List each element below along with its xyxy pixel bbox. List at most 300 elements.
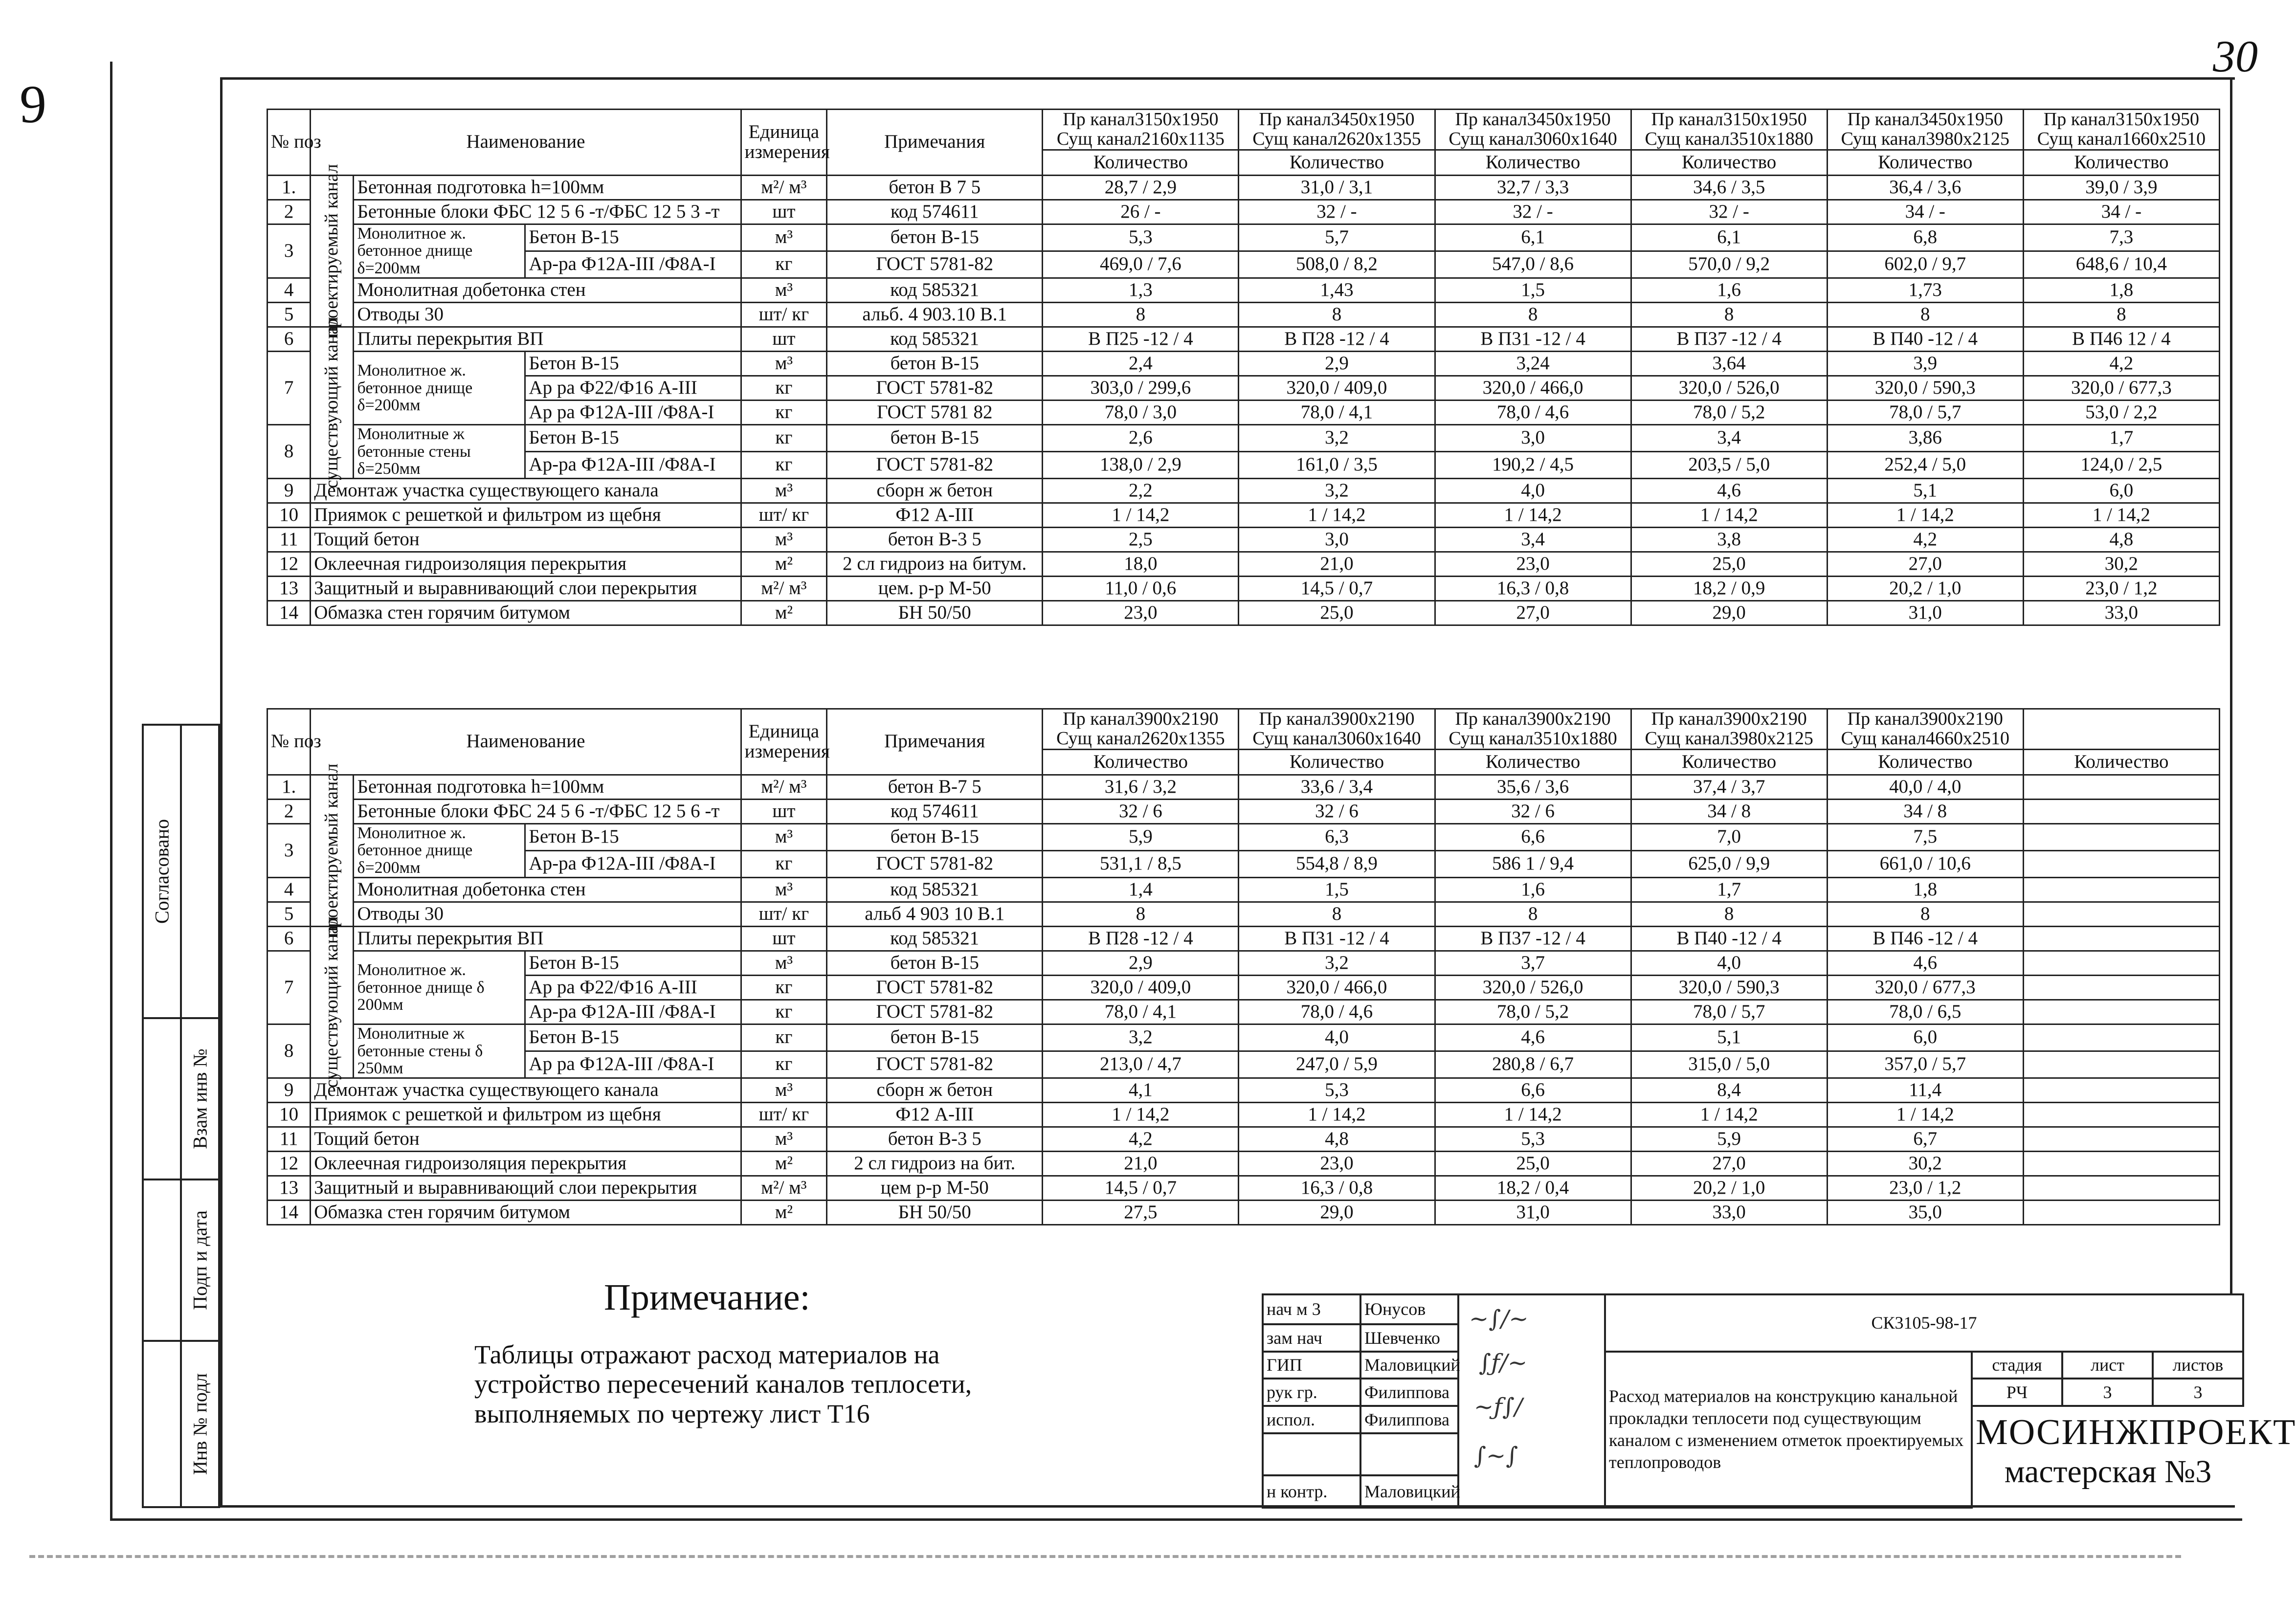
quantity-cell: 1,4 xyxy=(1043,877,1239,902)
table-row xyxy=(267,902,2220,926)
quantity-cell: 6,1 xyxy=(1631,224,1827,251)
quantity-cell: 124,0 / 2,5 xyxy=(2023,451,2219,478)
quantity-cell: 6,0 xyxy=(2023,478,2219,503)
item-name: Обмазка стен горячим битумом xyxy=(311,1200,741,1224)
quantity-cell: 32 / 6 xyxy=(1239,799,1435,823)
quantity-cell: 320,0 / 466,0 xyxy=(1239,975,1435,1000)
quantity-cell: 320,0 / 677,3 xyxy=(2023,376,2219,400)
sheet-label: лист xyxy=(2062,1352,2153,1379)
quantity-cell: 2,9 xyxy=(1239,351,1435,376)
quantity-cell: 4,0 xyxy=(1435,478,1631,503)
quantity-cell: 27,0 xyxy=(1435,601,1631,625)
row-number: 10 xyxy=(267,1102,311,1127)
quantity-header: Количество xyxy=(1043,749,1239,775)
note-cell: цем р-р М-50 xyxy=(827,1176,1043,1200)
quantity-cell: 1,73 xyxy=(1827,278,2023,302)
table-row xyxy=(267,552,2220,576)
table-row xyxy=(267,451,2220,478)
note-cell: код 585321 xyxy=(827,278,1043,302)
table-row xyxy=(267,576,2220,601)
quantity-cell: 34 / - xyxy=(1827,200,2023,224)
quantity-cell: В П37 -12 / 4 xyxy=(1631,327,1827,351)
unit-cell: кг xyxy=(741,1024,826,1051)
row-number: 12 xyxy=(267,1151,311,1176)
column-header-6 xyxy=(2023,709,2219,750)
row-number: 13 xyxy=(267,1176,311,1200)
quantity-cell: 2,2 xyxy=(1043,478,1239,503)
sub-item-name: Бетон В-15 xyxy=(525,351,741,376)
quantity-cell: 23,0 xyxy=(1435,552,1631,576)
quantity-cell: 32 / 6 xyxy=(1043,799,1239,823)
quantity-cell: 30,2 xyxy=(1827,1151,2023,1176)
note-text: Таблицы отражают расход материалов на устройство пересечений каналов теплосети, выполняемых по чертежу лист Т16 xyxy=(474,1340,972,1428)
item-name: Бетонная подготовка h=100мм xyxy=(354,775,741,799)
item-name: Приямок с решеткой и фильтром из щебня xyxy=(311,1102,741,1127)
quantity-cell: 3,86 xyxy=(1827,424,2023,451)
item-name: Бетонные блоки ФБС 24 5 6 -т/ФБС 12 5 6 -т xyxy=(354,799,741,823)
item-name: Монолитное ж. бетонное днище δ 200мм xyxy=(354,951,525,1024)
quantity-cell: 1 / 14,2 xyxy=(1631,1102,1827,1127)
note-cell: БН 50/50 xyxy=(827,1200,1043,1224)
unit-cell: кг xyxy=(741,376,826,400)
tb-role-0: нач м 3 xyxy=(1263,1294,1360,1324)
column-header-1 xyxy=(1043,709,1239,750)
table-row xyxy=(267,601,2220,625)
quantity-cell xyxy=(2023,1151,2219,1176)
unit-cell: м³ xyxy=(741,527,826,552)
quantity-header: Количество xyxy=(1827,749,2023,775)
quantity-cell: 35,0 xyxy=(1827,1200,2023,1224)
projected-channel-size: Пр канал3900х2190 xyxy=(1063,709,1219,729)
quantity-cell: 1,6 xyxy=(1435,877,1631,902)
quantity-cell: 6,0 xyxy=(1827,1024,2023,1051)
quantity-cell: 25,0 xyxy=(1435,1151,1631,1176)
unit-cell: кг xyxy=(741,1000,826,1024)
existing-channel-size: Сущ канал2620х1355 xyxy=(1056,728,1225,749)
quantity-cell: 554,8 / 8,9 xyxy=(1239,850,1435,877)
quantity-cell: 2,4 xyxy=(1043,351,1239,376)
table-row xyxy=(267,327,2220,351)
drawing-frame-right xyxy=(2230,77,2232,1295)
quantity-cell: В П31 -12 / 4 xyxy=(1435,327,1631,351)
item-name: Защитный и выравнивающий слои перекрытия xyxy=(311,1176,741,1200)
column-header-2 xyxy=(1239,709,1435,750)
quantity-cell: 18,2 / 0,4 xyxy=(1435,1176,1631,1200)
note-cell: бетон В-3 5 xyxy=(827,527,1043,552)
note-cell: альб 4 903 10 В.1 xyxy=(827,902,1043,926)
quantity-cell: 1 / 14,2 xyxy=(1435,1102,1631,1127)
table-row xyxy=(267,376,2220,400)
item-name: Монолитные ж бетонные стены δ 250мм xyxy=(354,1024,525,1078)
quantity-header: Количество xyxy=(1239,749,1435,775)
quantity-cell: 33,6 / 3,4 xyxy=(1239,775,1435,799)
group-existing xyxy=(311,916,354,1088)
quantity-cell xyxy=(2023,799,2219,823)
quantity-cell: В П28 -12 / 4 xyxy=(1239,327,1435,351)
quantity-header: Количество xyxy=(2023,749,2219,775)
quantity-cell: 3,9 xyxy=(1827,351,2023,376)
quantity-cell: 7,0 xyxy=(1631,823,1827,850)
quantity-cell: 1,7 xyxy=(1631,877,1827,902)
quantity-cell: 5,3 xyxy=(1043,224,1239,251)
unit-cell: кг xyxy=(741,1051,826,1078)
item-name: Обмазка стен горячим битумом xyxy=(311,601,741,625)
note-cell: ГОСТ 5781-82 xyxy=(827,451,1043,478)
item-name: Монолитное ж. бетонное днище δ=200мм xyxy=(354,351,525,424)
quantity-cell xyxy=(2023,902,2219,926)
quantity-cell xyxy=(2023,1051,2219,1078)
column-header-1 xyxy=(1043,110,1239,150)
item-name: Монолитное ж. бетонное днище δ=200мм xyxy=(354,224,525,278)
quantity-cell: 203,5 / 5,0 xyxy=(1631,451,1827,478)
sub-item-name: Ар-ра Ф12А-III /Ф8А-I xyxy=(525,1000,741,1024)
table-row xyxy=(267,1127,2220,1151)
sub-item-name: Ар ра Ф22/Ф16 А-III xyxy=(525,975,741,1000)
sub-item-name: Бетон В-15 xyxy=(525,823,741,850)
row-number: 9 xyxy=(267,478,311,503)
note-cell: код 585321 xyxy=(827,327,1043,351)
note-cell: 2 сл гидроиз на битум. xyxy=(827,552,1043,576)
row-number: 4 xyxy=(267,877,311,902)
quantity-cell: 1 / 14,2 xyxy=(1043,503,1239,527)
quantity-header: Количество xyxy=(1435,150,1631,175)
quantity-cell: 469,0 / 7,6 xyxy=(1043,251,1239,278)
table-row xyxy=(267,877,2220,902)
note-cell: сборн ж бетон xyxy=(827,1078,1043,1102)
table-row xyxy=(267,251,2220,278)
quantity-cell: 190,2 / 4,5 xyxy=(1435,451,1631,478)
quantity-cell: 1 / 14,2 xyxy=(1239,1102,1435,1127)
quantity-cell xyxy=(2023,775,2219,799)
row-number: 9 xyxy=(267,1078,311,1102)
group-projected xyxy=(311,763,354,937)
item-name: Плиты перекрытия ВП xyxy=(354,327,741,351)
sub-item-name: Ар ра Ф22/Ф16 А-III xyxy=(525,376,741,400)
projected-channel-size: Пр канал3150х1950 xyxy=(1063,109,1219,130)
tb-role-4: испол. xyxy=(1263,1406,1360,1433)
quantity-cell: 320,0 / 590,3 xyxy=(1827,376,2023,400)
tb-role-1: зам нач xyxy=(1263,1324,1360,1352)
quantity-cell: 34 / - xyxy=(2023,200,2219,224)
quantity-cell: В П28 -12 / 4 xyxy=(1043,926,1239,951)
stage-label: стадия xyxy=(1972,1352,2062,1379)
quantity-cell: 20,2 / 1,0 xyxy=(1827,576,2023,601)
existing-channel-size: Сущ канал3510х1880 xyxy=(1449,728,1617,749)
signatures: ~∫/~ ∫ƒ/~ ~ƒ∫/ ∫~∫ xyxy=(1458,1294,1605,1508)
quantity-cell: 3,0 xyxy=(1435,424,1631,451)
projected-channel-size: Пр канал3900х2190 xyxy=(1259,709,1415,729)
quantity-cell: 32 / - xyxy=(1435,200,1631,224)
table-row xyxy=(267,1200,2220,1224)
group-projected-label: проектируемый канал xyxy=(321,763,342,937)
quantity-cell: 33,0 xyxy=(2023,601,2219,625)
projected-channel-size: Пр канал3150х1950 xyxy=(2043,109,2199,130)
table-row xyxy=(267,1024,2220,1051)
note-cell: код 585321 xyxy=(827,877,1043,902)
quantity-cell: В П46 -12 / 4 xyxy=(1827,926,2023,951)
quantity-cell: 78,0 / 4,1 xyxy=(1043,1000,1239,1024)
note-cell: ГОСТ 5781-82 xyxy=(827,1051,1043,1078)
item-name: Демонтаж участка существующего канала xyxy=(311,478,741,503)
note-title: Примечание: xyxy=(604,1277,810,1318)
group-existing-label: существующий канал xyxy=(321,317,342,489)
quantity-cell: 8 xyxy=(1239,902,1435,926)
table-row xyxy=(267,200,2220,224)
row-number: 5 xyxy=(267,302,311,327)
quantity-cell: 14,5 / 0,7 xyxy=(1043,1176,1239,1200)
quantity-cell: 1 / 14,2 xyxy=(1435,503,1631,527)
sheets-label: листов xyxy=(2153,1352,2243,1379)
note-cell: цем. р-р М-50 xyxy=(827,576,1043,601)
quantity-cell: 30,2 xyxy=(2023,552,2219,576)
quantity-cell: 2,6 xyxy=(1043,424,1239,451)
unit-cell: м³ xyxy=(741,478,826,503)
sub-item-name: Ар ра Ф12А-III /Ф8А-I xyxy=(525,400,741,424)
row-number: 7 xyxy=(267,951,311,1024)
quantity-cell: 31,0 / 3,1 xyxy=(1239,175,1435,200)
table-row xyxy=(267,278,2220,302)
unit-cell: м² xyxy=(741,1151,826,1176)
quantity-cell: 8 xyxy=(1827,302,2023,327)
quantity-cell: 4,8 xyxy=(1239,1127,1435,1151)
table-row xyxy=(267,850,2220,877)
quantity-cell: 36,4 / 3,6 xyxy=(1827,175,2023,200)
quantity-cell: В П37 -12 / 4 xyxy=(1435,926,1631,951)
existing-channel-size: Сущ канал2620х1355 xyxy=(1252,128,1421,149)
quantity-cell: 2,5 xyxy=(1043,527,1239,552)
row-number: 14 xyxy=(267,1200,311,1224)
quantity-cell: 6,8 xyxy=(1827,224,2023,251)
quantity-header: Количество xyxy=(1827,150,2023,175)
quantity-cell: 5,3 xyxy=(1435,1127,1631,1151)
row-number: 11 xyxy=(267,1127,311,1151)
item-name: Отводы 30 xyxy=(354,902,741,926)
quantity-cell: 8 xyxy=(1435,902,1631,926)
unit-cell: шт xyxy=(741,799,826,823)
sub-item-name: Бетон В-15 xyxy=(525,424,741,451)
quantity-cell: 161,0 / 3,5 xyxy=(1239,451,1435,478)
table-row xyxy=(267,478,2220,503)
row-number: 6 xyxy=(267,327,311,351)
group-existing-label: существующий канал xyxy=(321,916,342,1088)
quantity-cell: 4,2 xyxy=(1827,527,2023,552)
quantity-cell: 21,0 xyxy=(1043,1151,1239,1176)
unit-cell: кг xyxy=(741,424,826,451)
quantity-cell: 8,4 xyxy=(1631,1078,1827,1102)
tb-name-6: Маловицкий xyxy=(1360,1475,1458,1508)
quantity-cell: 3,8 xyxy=(1631,527,1827,552)
quantity-cell: 53,0 / 2,2 xyxy=(2023,400,2219,424)
existing-channel-size: Сущ канал4660х2510 xyxy=(1841,728,2009,749)
quantity-cell: 4,6 xyxy=(1435,1024,1631,1051)
quantity-cell xyxy=(2023,1102,2219,1127)
quantity-cell: 23,0 xyxy=(1043,601,1239,625)
title-block xyxy=(1262,1293,2296,1509)
quantity-cell xyxy=(2023,877,2219,902)
table-row xyxy=(267,1176,2220,1200)
unit-cell: м²/ м³ xyxy=(741,1176,826,1200)
quantity-cell: 625,0 / 9,9 xyxy=(1631,850,1827,877)
sign-date-label: Подп и дата xyxy=(189,1210,211,1310)
quantity-cell: 547,0 / 8,6 xyxy=(1435,251,1631,278)
document-code: СК3105-98-17 xyxy=(1605,1294,2243,1352)
unit-cell: м² xyxy=(741,601,826,625)
table-row xyxy=(267,424,2220,451)
column-header-5 xyxy=(1827,110,2023,150)
quantity-cell: 4,1 xyxy=(1043,1078,1239,1102)
quantity-cell: 1,5 xyxy=(1239,877,1435,902)
quantity-cell: 280,8 / 6,7 xyxy=(1435,1051,1631,1078)
column-header-4 xyxy=(1631,709,1827,750)
note-cell: ГОСТ 5781-82 xyxy=(827,975,1043,1000)
quantity-cell: 5,3 xyxy=(1239,1078,1435,1102)
table-row xyxy=(267,351,2220,376)
quantity-cell: 1 / 14,2 xyxy=(1827,1102,2023,1127)
quantity-cell: 27,5 xyxy=(1043,1200,1239,1224)
quantity-cell: 3,2 xyxy=(1239,424,1435,451)
unit-cell: м³ xyxy=(741,351,826,376)
quantity-cell xyxy=(2023,1176,2219,1200)
quantity-cell: 21,0 xyxy=(1239,552,1435,576)
sub-item-name: Бетон В-15 xyxy=(525,1024,741,1051)
quantity-cell: 3,24 xyxy=(1435,351,1631,376)
item-name: Бетонная подготовка h=100мм xyxy=(354,175,741,200)
unit-cell: м³ xyxy=(741,823,826,850)
quantity-cell: 78,0 / 5,2 xyxy=(1631,400,1827,424)
item-name: Оклеечная гидроизоляция перекрытия xyxy=(311,552,741,576)
item-name: Монолитная добетонка стен xyxy=(354,877,741,902)
item-name: Демонтаж участка существующего канала xyxy=(311,1078,741,1102)
quantity-cell: 35,6 / 3,6 xyxy=(1435,775,1631,799)
document-description: Расход материалов на конструкцию канальной прокладки теплосети под существующим каналом с изменением отметок проектируемых теплопроводов xyxy=(1605,1352,1972,1508)
quantity-cell: 4,6 xyxy=(1631,478,1827,503)
quantity-cell: 586 1 / 9,4 xyxy=(1435,850,1631,877)
group-projected-label: проектируемый канал xyxy=(321,164,342,338)
table-row xyxy=(267,823,2220,850)
quantity-cell xyxy=(2023,823,2219,850)
tb-name-5 xyxy=(1360,1433,1458,1475)
sheets-value: 3 xyxy=(2153,1379,2243,1406)
quantity-cell: 6,7 xyxy=(1827,1127,2023,1151)
quantity-cell xyxy=(2023,1078,2219,1102)
quantity-cell: 3,7 xyxy=(1435,951,1631,975)
row-number: 10 xyxy=(267,503,311,527)
quantity-cell: 25,0 xyxy=(1239,601,1435,625)
quantity-cell: 252,4 / 5,0 xyxy=(1827,451,2023,478)
quantity-cell: 3,4 xyxy=(1631,424,1827,451)
quantity-cell: 39,0 / 3,9 xyxy=(2023,175,2219,200)
quantity-cell: 32 / 6 xyxy=(1435,799,1631,823)
quantity-cell: В П25 -12 / 4 xyxy=(1043,327,1239,351)
quantity-cell: 78,0 / 4,6 xyxy=(1435,400,1631,424)
quantity-cell: 5,9 xyxy=(1631,1127,1827,1151)
sub-item-name: Бетон В-15 xyxy=(525,224,741,251)
unit-cell: шт xyxy=(741,327,826,351)
note-cell: бетон В-15 xyxy=(827,424,1043,451)
header-unit: Единица измерения xyxy=(741,110,826,176)
row-number: 8 xyxy=(267,424,311,478)
column-header-6 xyxy=(2023,110,2219,150)
column-header-4 xyxy=(1631,110,1827,150)
unit-cell: кг xyxy=(741,251,826,278)
table-row xyxy=(267,527,2220,552)
quantity-cell: 18,2 / 0,9 xyxy=(1631,576,1827,601)
existing-channel-size: Сущ канал3060х1640 xyxy=(1449,128,1617,149)
note-cell: код 574611 xyxy=(827,799,1043,823)
sheet-value: 3 xyxy=(2062,1379,2153,1406)
tb-name-4: Филиппова xyxy=(1360,1406,1458,1433)
sub-item-name: Ар-ра Ф12А-III /Ф8А-I xyxy=(525,850,741,877)
quantity-cell: 23,0 xyxy=(1239,1151,1435,1176)
column-header-3 xyxy=(1435,709,1631,750)
quantity-cell: 34,6 / 3,5 xyxy=(1631,175,1827,200)
quantity-cell: В П40 -12 / 4 xyxy=(1827,327,2023,351)
quantity-cell: 303,0 / 299,6 xyxy=(1043,376,1239,400)
sub-item-name: Ар-ра Ф12А-III /Ф8А-I xyxy=(525,451,741,478)
quantity-cell: 1 / 14,2 xyxy=(1239,503,1435,527)
quantity-header: Количество xyxy=(1631,150,1827,175)
header-notes: Примечания xyxy=(827,110,1043,176)
row-number: 2 xyxy=(267,799,311,823)
unit-cell: м³ xyxy=(741,1127,826,1151)
row-number: 5 xyxy=(267,902,311,926)
sheet-number: 30 xyxy=(2213,31,2258,81)
note-cell: ГОСТ 5781-82 xyxy=(827,1000,1043,1024)
org-name: МОСИНЖПРОЕКТ xyxy=(1976,1412,2296,1453)
stage-value: РЧ xyxy=(1972,1379,2062,1406)
quantity-cell: 34 / 8 xyxy=(1827,799,2023,823)
table-row xyxy=(267,775,2220,799)
quantity-cell: 4,0 xyxy=(1631,951,1827,975)
unit-cell: шт xyxy=(741,200,826,224)
unit-cell: м² xyxy=(741,1200,826,1224)
quantity-cell: 23,0 / 1,2 xyxy=(2023,576,2219,601)
quantity-cell: 31,0 xyxy=(1435,1200,1631,1224)
item-name: Плиты перекрытия ВП xyxy=(354,926,741,951)
row-number: 8 xyxy=(267,1024,311,1078)
quantity-cell: 3,2 xyxy=(1239,951,1435,975)
inv-no-label: Взам инв № xyxy=(189,1048,211,1149)
quantity-cell: 27,0 xyxy=(1631,1151,1827,1176)
quantity-cell: 648,6 / 10,4 xyxy=(2023,251,2219,278)
unit-cell: м³ xyxy=(741,951,826,975)
quantity-cell: 33,0 xyxy=(1631,1200,1827,1224)
quantity-cell: 8 xyxy=(1827,902,2023,926)
quantity-header: Количество xyxy=(1239,150,1435,175)
unit-cell: м²/ м³ xyxy=(741,576,826,601)
agreed-label: Согласовано xyxy=(151,819,173,924)
quantity-cell: 7,3 xyxy=(2023,224,2219,251)
quantity-cell: 6,6 xyxy=(1435,823,1631,850)
header-notes: Примечания xyxy=(827,709,1043,775)
quantity-cell: 8 xyxy=(1239,302,1435,327)
quantity-cell: 29,0 xyxy=(1239,1200,1435,1224)
quantity-cell: 37,4 / 3,7 xyxy=(1631,775,1827,799)
quantity-cell: 1,8 xyxy=(1827,877,2023,902)
quantity-cell: 7,5 xyxy=(1827,823,2023,850)
unit-cell: шт/ кг xyxy=(741,1102,826,1127)
unit-cell: м²/ м³ xyxy=(741,775,826,799)
quantity-cell: 16,3 / 0,8 xyxy=(1239,1176,1435,1200)
quantity-cell: 29,0 xyxy=(1631,601,1827,625)
header-pos: № поз xyxy=(267,110,311,176)
quantity-cell: 27,0 xyxy=(1827,552,2023,576)
quantity-cell: 247,0 / 5,9 xyxy=(1239,1051,1435,1078)
quantity-cell: 6,1 xyxy=(1435,224,1631,251)
quantity-cell: 320,0 / 466,0 xyxy=(1435,376,1631,400)
note-cell: бетон В-15 xyxy=(827,1024,1043,1051)
quantity-cell: 3,64 xyxy=(1631,351,1827,376)
